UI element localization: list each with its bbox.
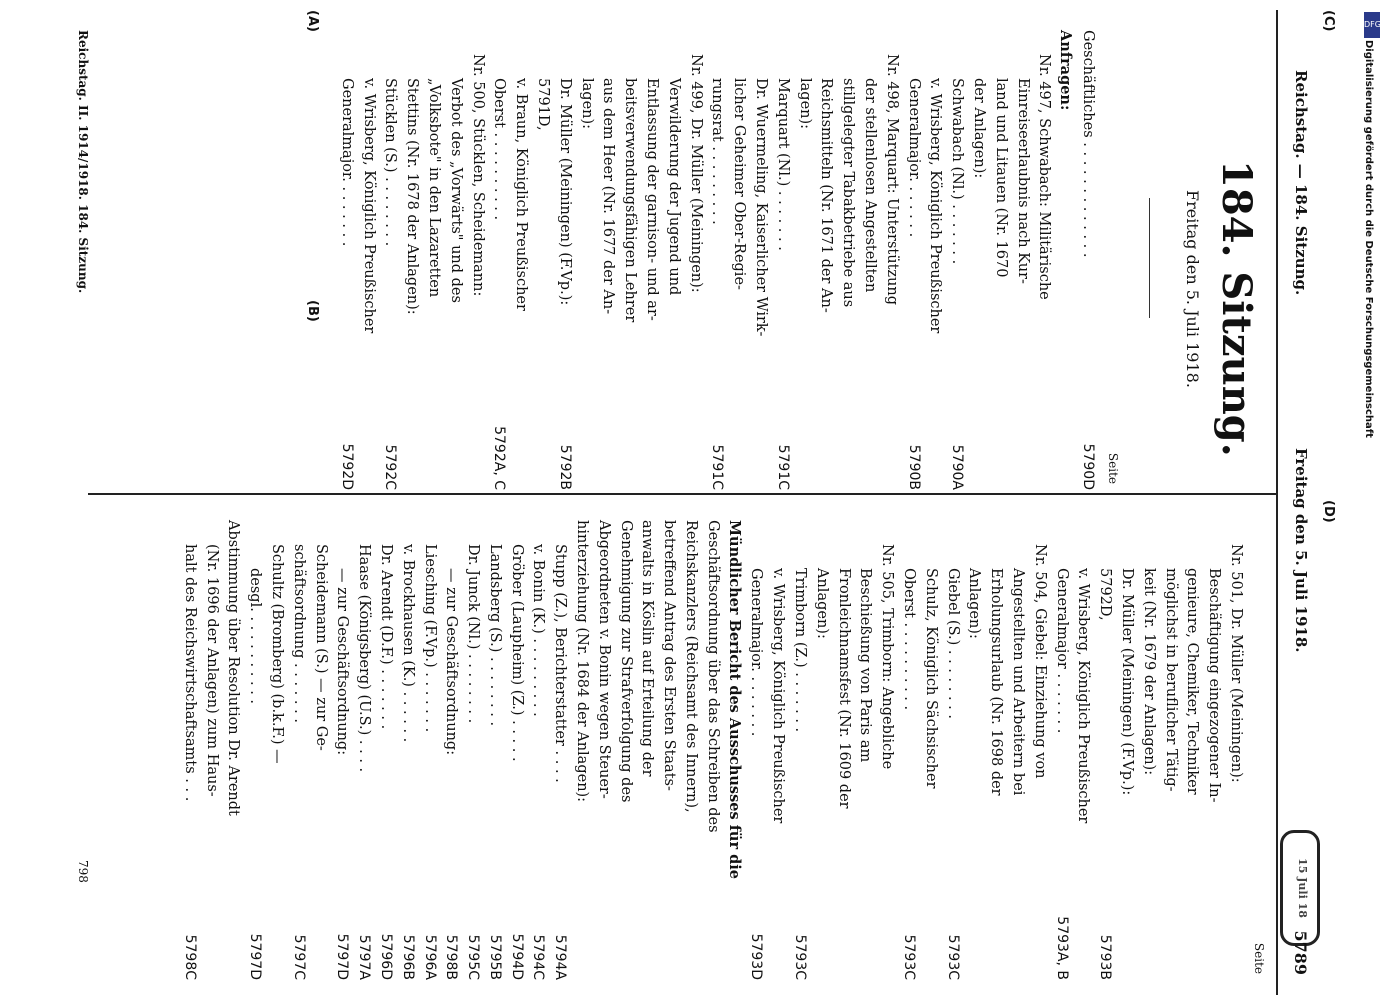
toc-entry bbox=[897, 520, 919, 980]
toc-entry bbox=[422, 30, 444, 490]
toc-entry bbox=[1159, 520, 1181, 980]
toc-entry bbox=[815, 30, 837, 490]
toc-entry bbox=[919, 520, 941, 980]
toc-entry-text: Generalmajor. . . . . . . . bbox=[748, 568, 765, 737]
toc-entry bbox=[662, 30, 684, 490]
toc-entry bbox=[575, 30, 597, 490]
toc-entry bbox=[636, 520, 658, 980]
toc-entry-text: Geschäftliches . . . . . . . . . . . . . bbox=[1080, 30, 1096, 258]
toc-entry bbox=[771, 30, 793, 490]
toc-entry bbox=[331, 520, 353, 980]
toc-entry bbox=[553, 30, 575, 490]
toc-entry-text: Liesching (F.Vp.) . . . . . . . bbox=[421, 544, 438, 733]
toc-entry-text: v. Braun, Königlich Preußischer bbox=[513, 78, 530, 311]
toc-entry-page: 5792B bbox=[556, 444, 573, 490]
toc-entry bbox=[505, 520, 527, 980]
right-contents bbox=[178, 520, 1246, 980]
toc-entry-text: licher Geheimer Ober-Regie- bbox=[731, 78, 748, 290]
toc-entry-text: Reichsmitteln (Nr. 1671 der An- bbox=[818, 78, 835, 313]
toc-entry-text: Geschäftsordnung über das Schreiben des bbox=[704, 520, 721, 833]
toc-entry bbox=[902, 30, 924, 490]
toc-entry bbox=[1006, 520, 1028, 980]
toc-entry-text: lagen): bbox=[796, 78, 813, 130]
toc-entry bbox=[701, 520, 723, 980]
toc-entry bbox=[836, 30, 858, 490]
toc-entry bbox=[880, 30, 902, 490]
toc-entry bbox=[679, 520, 701, 980]
toc-entry-text: anwalts in Köslin auf Erteilung der bbox=[639, 520, 656, 777]
toc-entry-text: hinterziehung (Nr. 1684 der Anlagen): bbox=[574, 520, 591, 803]
toc-entry bbox=[1011, 30, 1033, 490]
toc-entry-text: Stettins (Nr. 1678 der Anlagen): bbox=[404, 78, 421, 315]
toc-entry-text: Generalmajor. . . . . . . . bbox=[338, 78, 355, 247]
right-column bbox=[178, 520, 1268, 980]
toc-entry-text: Verwilderung der Jugend und bbox=[665, 78, 682, 296]
toc-entry-text: Dr. Müller (Meiningen) (F.Vp.): bbox=[1119, 568, 1136, 796]
library-stamp: 15 Juli 18 bbox=[1280, 830, 1320, 946]
toc-entry bbox=[178, 520, 200, 980]
toc-entry bbox=[527, 520, 549, 980]
toc-entry bbox=[984, 520, 1006, 980]
toc-entry bbox=[287, 520, 309, 980]
toc-entry bbox=[1181, 520, 1203, 980]
seite-label-left: Seite bbox=[1106, 452, 1120, 484]
toc-entry-text: Anfragen: bbox=[1057, 30, 1075, 111]
toc-entry-text: betreffend Antrag des Ersten Staats- bbox=[661, 520, 678, 791]
toc-entry-page: 5794A bbox=[552, 934, 569, 980]
toc-entry bbox=[396, 520, 418, 980]
toc-entry bbox=[352, 520, 374, 980]
digitization-credit bbox=[1360, 40, 1380, 990]
toc-entry bbox=[440, 520, 462, 980]
seite-label-right: Seite bbox=[1252, 942, 1266, 974]
toc-entry-text: Stupp (Z.), Berichterstatter . . . . bbox=[552, 544, 569, 783]
toc-entry-text: Oberst . . . . . . . . . . bbox=[901, 568, 918, 711]
toc-entry-text: Scheidemann (S.) — zur Ge- bbox=[312, 544, 329, 751]
toc-entry-text: Nr. 500, Stücklen, Scheidemann: bbox=[469, 54, 486, 297]
toc-entry bbox=[706, 30, 728, 490]
margin-letter-d: (D) bbox=[1321, 500, 1336, 523]
toc-entry-text: desgl. . . . . . . . . . . bbox=[247, 568, 264, 705]
toc-entry-page: 5794C bbox=[530, 934, 547, 980]
toc-entry-text: Nr. 497, Schwabach: Militärische bbox=[1036, 54, 1053, 300]
toc-entry-text: Abgeordneten v. Bonin wegen Steuer- bbox=[595, 520, 612, 799]
toc-entry-text: Nr. 501, Dr. Müller (Meiningen): bbox=[1228, 544, 1244, 783]
toc-entry-text: Generalmajor . . . . . . . bbox=[1053, 568, 1070, 734]
toc-entry-text: Dr. Müller (Meiningen) (F.Vp.): bbox=[556, 78, 573, 306]
toc-entry bbox=[640, 30, 662, 490]
toc-entry-page: 5793B bbox=[1097, 934, 1114, 980]
column-rule bbox=[88, 493, 1278, 495]
toc-entry bbox=[401, 30, 423, 490]
margin-letter-a: (A) bbox=[305, 10, 320, 32]
dfg-logo: DFG bbox=[1364, 12, 1380, 38]
toc-entry-text: — zur Geschäftsordnung: bbox=[334, 568, 351, 756]
page-footer: Reichstag. II. 1914/1918. 184. Sitzung. bbox=[76, 30, 90, 294]
toc-entry-text: (Nr. 1696 der Anlagen) zum Haus- bbox=[203, 544, 220, 797]
toc-entry bbox=[1054, 30, 1076, 490]
toc-entry bbox=[788, 520, 810, 980]
toc-entry bbox=[1115, 520, 1137, 980]
toc-entry-text: Beschießung von Paris am bbox=[857, 568, 874, 763]
toc-entry-text: Entlassung der garnison- und ar- bbox=[644, 78, 661, 321]
toc-entry-text: v. Wrisberg, Königlich Preußischer bbox=[927, 78, 944, 334]
toc-entry-text: rungsrat . . . . . . . . . bbox=[709, 78, 726, 225]
toc-entry-page: 5793C bbox=[792, 934, 809, 980]
toc-entry-text: Landsberg (S.) . . . . . . . . bbox=[486, 544, 503, 727]
toc-entry-text: v. Wrisberg, Königlich Preußischer bbox=[360, 78, 377, 334]
toc-entry-text: Dr. Junck (Nl.) . . . . . . . . bbox=[465, 544, 482, 724]
toc-entry-text: der Anlagen): bbox=[971, 78, 988, 179]
toc-entry bbox=[989, 30, 1011, 490]
toc-entry-page: 5796B bbox=[399, 934, 416, 980]
toc-entry-text: Trimborn (Z.) . . . . . . . bbox=[792, 568, 809, 733]
toc-entry bbox=[1072, 520, 1094, 980]
toc-entry bbox=[854, 520, 876, 980]
toc-entry-page: 5797C bbox=[290, 934, 307, 980]
toc-entry bbox=[1202, 520, 1224, 980]
toc-entry-text: Fronleichnamsfest (Nr. 1609 der bbox=[835, 568, 852, 809]
digitization-credit-text: Digitalisierung gefördert durch die Deutsche Forschungsgemeinschaft bbox=[1363, 40, 1374, 438]
toc-entry-page: 5792D bbox=[338, 443, 355, 490]
toc-entry-text: beitsverwendungsfähigen Lehrer bbox=[622, 78, 639, 323]
toc-entry-text: Dr. Wuermeling, Kaiserlicher Wirk- bbox=[753, 78, 770, 337]
toc-entry-text: v. Bonin (K.) . . . . . . . . . bbox=[530, 544, 547, 717]
toc-entry-page: 5793A, B bbox=[1053, 916, 1070, 980]
toc-entry-text: Nr. 504, Giebel: Einziehung von bbox=[1031, 544, 1048, 779]
left-contents bbox=[335, 30, 1098, 490]
toc-entry-page: 5793C bbox=[944, 934, 961, 980]
toc-entry-page: 5792C bbox=[382, 444, 399, 490]
margin-letter-c: (C) bbox=[1321, 10, 1336, 32]
left-column bbox=[335, 30, 1268, 490]
toc-entry-text: halt des Reichswirtschaftsamts . . . bbox=[181, 544, 198, 802]
toc-entry bbox=[335, 30, 357, 490]
toc-entry-page: 5793C bbox=[901, 934, 918, 980]
toc-entry bbox=[684, 30, 706, 490]
toc-entry-text: Nr. 499, Dr. Müller (Meiningen): bbox=[687, 54, 704, 293]
toc-entry-page: 5798B bbox=[443, 934, 460, 980]
toc-entry bbox=[963, 520, 985, 980]
toc-entry-text: Verbot des „Vorwärts" und des bbox=[447, 78, 464, 303]
toc-entry-text: Haase (Königsberg) (U.S.) . . . . bbox=[356, 544, 373, 773]
toc-entry-text: Schulz, Königlich Sächsischer bbox=[922, 568, 939, 789]
toc-entry-page: 5790D bbox=[1080, 443, 1096, 490]
toc-entry-page: 5796D bbox=[377, 933, 394, 980]
toc-entry-text: Nr. 498, Marquart: Unterstützung bbox=[883, 54, 900, 306]
toc-entry bbox=[924, 30, 946, 490]
toc-entry-page: 5797D bbox=[247, 933, 264, 980]
title-rule bbox=[1149, 198, 1150, 318]
toc-entry bbox=[727, 30, 749, 490]
toc-entry bbox=[875, 520, 897, 980]
toc-entry-text: Oberst . . . . . . . . . . bbox=[491, 78, 508, 221]
toc-entry-text: 5792D, bbox=[1097, 568, 1114, 621]
toc-entry bbox=[418, 520, 440, 980]
toc-entry-text: Anlagen): bbox=[813, 568, 830, 639]
toc-entry bbox=[379, 30, 401, 490]
toc-entry bbox=[309, 520, 331, 980]
toc-entry bbox=[1033, 30, 1055, 490]
toc-entry-page: 5795B bbox=[486, 934, 503, 980]
toc-entry-text: Schultz (Bromberg) (b.k.F.) — bbox=[268, 544, 285, 764]
header-left: Reichstag. — 184. Sitzung. bbox=[1292, 70, 1310, 296]
toc-entry bbox=[1028, 520, 1050, 980]
toc-entry bbox=[483, 520, 505, 980]
toc-entry-text: stillgelegter Tabakbetriebe aus bbox=[840, 78, 857, 308]
toc-entry-text: keit (Nr. 1679 der Anlagen): bbox=[1140, 568, 1157, 776]
toc-entry-text: — zur Geschäftsordnung: bbox=[443, 568, 460, 756]
toc-entry-page: 5798C bbox=[181, 934, 198, 980]
toc-entry bbox=[657, 520, 679, 980]
toc-entry-text: land und Litauen (Nr. 1670 bbox=[992, 78, 1009, 278]
toc-entry-text: Reichskanzlers (Reichsamt des Innern), bbox=[683, 520, 700, 813]
toc-entry bbox=[444, 30, 466, 490]
toc-entry bbox=[549, 520, 571, 980]
toc-entry-text: Angestellten und Arbeitern bei bbox=[1010, 568, 1027, 796]
toc-entry-text: möglichst in beruflicher Tätig- bbox=[1162, 568, 1179, 792]
toc-entry bbox=[945, 30, 967, 490]
toc-entry-text: Marquart (Nl.) . . . . . . . bbox=[774, 78, 791, 251]
toc-entry bbox=[200, 520, 222, 980]
toc-entry-text: aus dem Heer (Nr. 1677 der An- bbox=[600, 78, 617, 315]
toc-entry bbox=[461, 520, 483, 980]
right-column-head bbox=[1246, 520, 1268, 980]
toc-entry-page: 5791C bbox=[709, 444, 726, 490]
toc-entry bbox=[509, 30, 531, 490]
toc-entry bbox=[832, 520, 854, 980]
page-number: 5789 bbox=[1291, 930, 1310, 975]
toc-entry-page: 5796A bbox=[421, 934, 438, 980]
toc-entry bbox=[597, 30, 619, 490]
toc-entry bbox=[793, 30, 815, 490]
toc-entry-page: 5793D bbox=[748, 933, 765, 980]
toc-entry-text: Beschäftigung eingezogener In- bbox=[1206, 568, 1223, 803]
toc-entry bbox=[1050, 520, 1072, 980]
toc-entry-page: 5792A, C bbox=[491, 426, 508, 490]
toc-entry-text: schäftsordnung . . . . . . . bbox=[290, 544, 307, 723]
toc-entry bbox=[570, 520, 592, 980]
toc-entry-text: Erholungsurlaub (Nr. 1698 der bbox=[988, 568, 1005, 796]
toc-entry bbox=[466, 30, 488, 490]
toc-entry-text: Anlagen): bbox=[966, 568, 983, 639]
toc-entry-text: Generalmajor. . . . . . . bbox=[905, 78, 922, 238]
toc-entry-text: Genehmigung zur Strafverfolgung des bbox=[617, 520, 634, 803]
toc-entry-page: 5791C bbox=[774, 444, 791, 490]
toc-entry-text: Nr. 505, Trimborn: Angebliche bbox=[879, 544, 896, 770]
toc-entry-page: 5790A bbox=[949, 444, 966, 490]
toc-entry-text: genieure, Chemiker, Techniker bbox=[1184, 568, 1201, 795]
toc-entry-text: lagen): bbox=[578, 78, 595, 130]
toc-entry-text: Gröber (Laupheim) (Z.) . . . . . bbox=[508, 544, 525, 762]
toc-entry bbox=[531, 30, 553, 490]
page-title: 184. Sitzung. bbox=[1213, 160, 1260, 457]
toc-entry bbox=[222, 520, 244, 980]
toc-entry-page: 5790B bbox=[905, 444, 922, 490]
toc-entry-text: „Volksbote" in den Lazaretten bbox=[426, 78, 443, 298]
toc-entry-text: Einreiseerlaubnis nach Kur- bbox=[1014, 78, 1031, 284]
toc-entry bbox=[858, 30, 880, 490]
toc-entry bbox=[243, 520, 265, 980]
toc-entry-text: der stellenlosen Angestellten bbox=[862, 78, 879, 293]
toc-entry bbox=[967, 30, 989, 490]
toc-entry-text: Giebel (S.) . . . . . . . . bbox=[944, 568, 961, 719]
toc-entry-text: Mündlicher Bericht des Ausschusses für die bbox=[725, 520, 743, 880]
toc-entry bbox=[614, 520, 636, 980]
toc-entry bbox=[941, 520, 963, 980]
toc-entry-text: Abstimmung über Resolution Dr. Arendt bbox=[225, 520, 242, 816]
signature-number: 798 bbox=[76, 860, 90, 883]
toc-entry bbox=[749, 30, 771, 490]
toc-entry bbox=[723, 520, 745, 980]
toc-entry-text: Dr. Arendt (D.F.) . . . . . . . bbox=[377, 544, 394, 730]
rotated-page-content bbox=[30, 0, 1336, 1000]
toc-entry bbox=[745, 520, 767, 980]
title-block bbox=[1098, 30, 1268, 490]
toc-entry-text: v. Wrisberg, Königlich Preußischer bbox=[770, 568, 787, 824]
toc-entry-page: 5795C bbox=[465, 934, 482, 980]
toc-entry bbox=[265, 520, 287, 980]
header-rule bbox=[1276, 10, 1278, 995]
toc-entry bbox=[357, 30, 379, 490]
toc-entry-text: v. Brockhausen (K.) . . . . . . bbox=[399, 544, 416, 743]
toc-entry bbox=[1093, 520, 1115, 980]
toc-entry-text: Schwabach (Nl.) . . . . . . . bbox=[949, 78, 966, 265]
toc-entry bbox=[374, 520, 396, 980]
toc-entry bbox=[618, 30, 640, 490]
margin-letter-b: (B) bbox=[305, 300, 320, 322]
toc-entry bbox=[1224, 520, 1246, 980]
toc-entry bbox=[810, 520, 832, 980]
toc-entry-page: 5797D bbox=[334, 933, 351, 980]
page-subtitle: Freitag den 5. Juli 1918. bbox=[1183, 190, 1202, 388]
toc-entry-text: 5791D, bbox=[535, 78, 552, 131]
toc-entry-text: Stücklen (S.) . . . . . . . . bbox=[382, 78, 399, 247]
toc-entry bbox=[766, 520, 788, 980]
toc-entry bbox=[592, 520, 614, 980]
page-header bbox=[1284, 10, 1316, 995]
toc-entry-text: v. Wrisberg, Königlich Preußischer bbox=[1075, 568, 1092, 824]
toc-entry bbox=[1076, 30, 1098, 490]
toc-entry-page: 5794D bbox=[508, 933, 525, 980]
toc-entry bbox=[1137, 520, 1159, 980]
header-date: Freitag den 5. Juli 1918. bbox=[1292, 448, 1310, 653]
toc-entry-page: 5797A bbox=[356, 934, 373, 980]
toc-entry bbox=[488, 30, 510, 490]
